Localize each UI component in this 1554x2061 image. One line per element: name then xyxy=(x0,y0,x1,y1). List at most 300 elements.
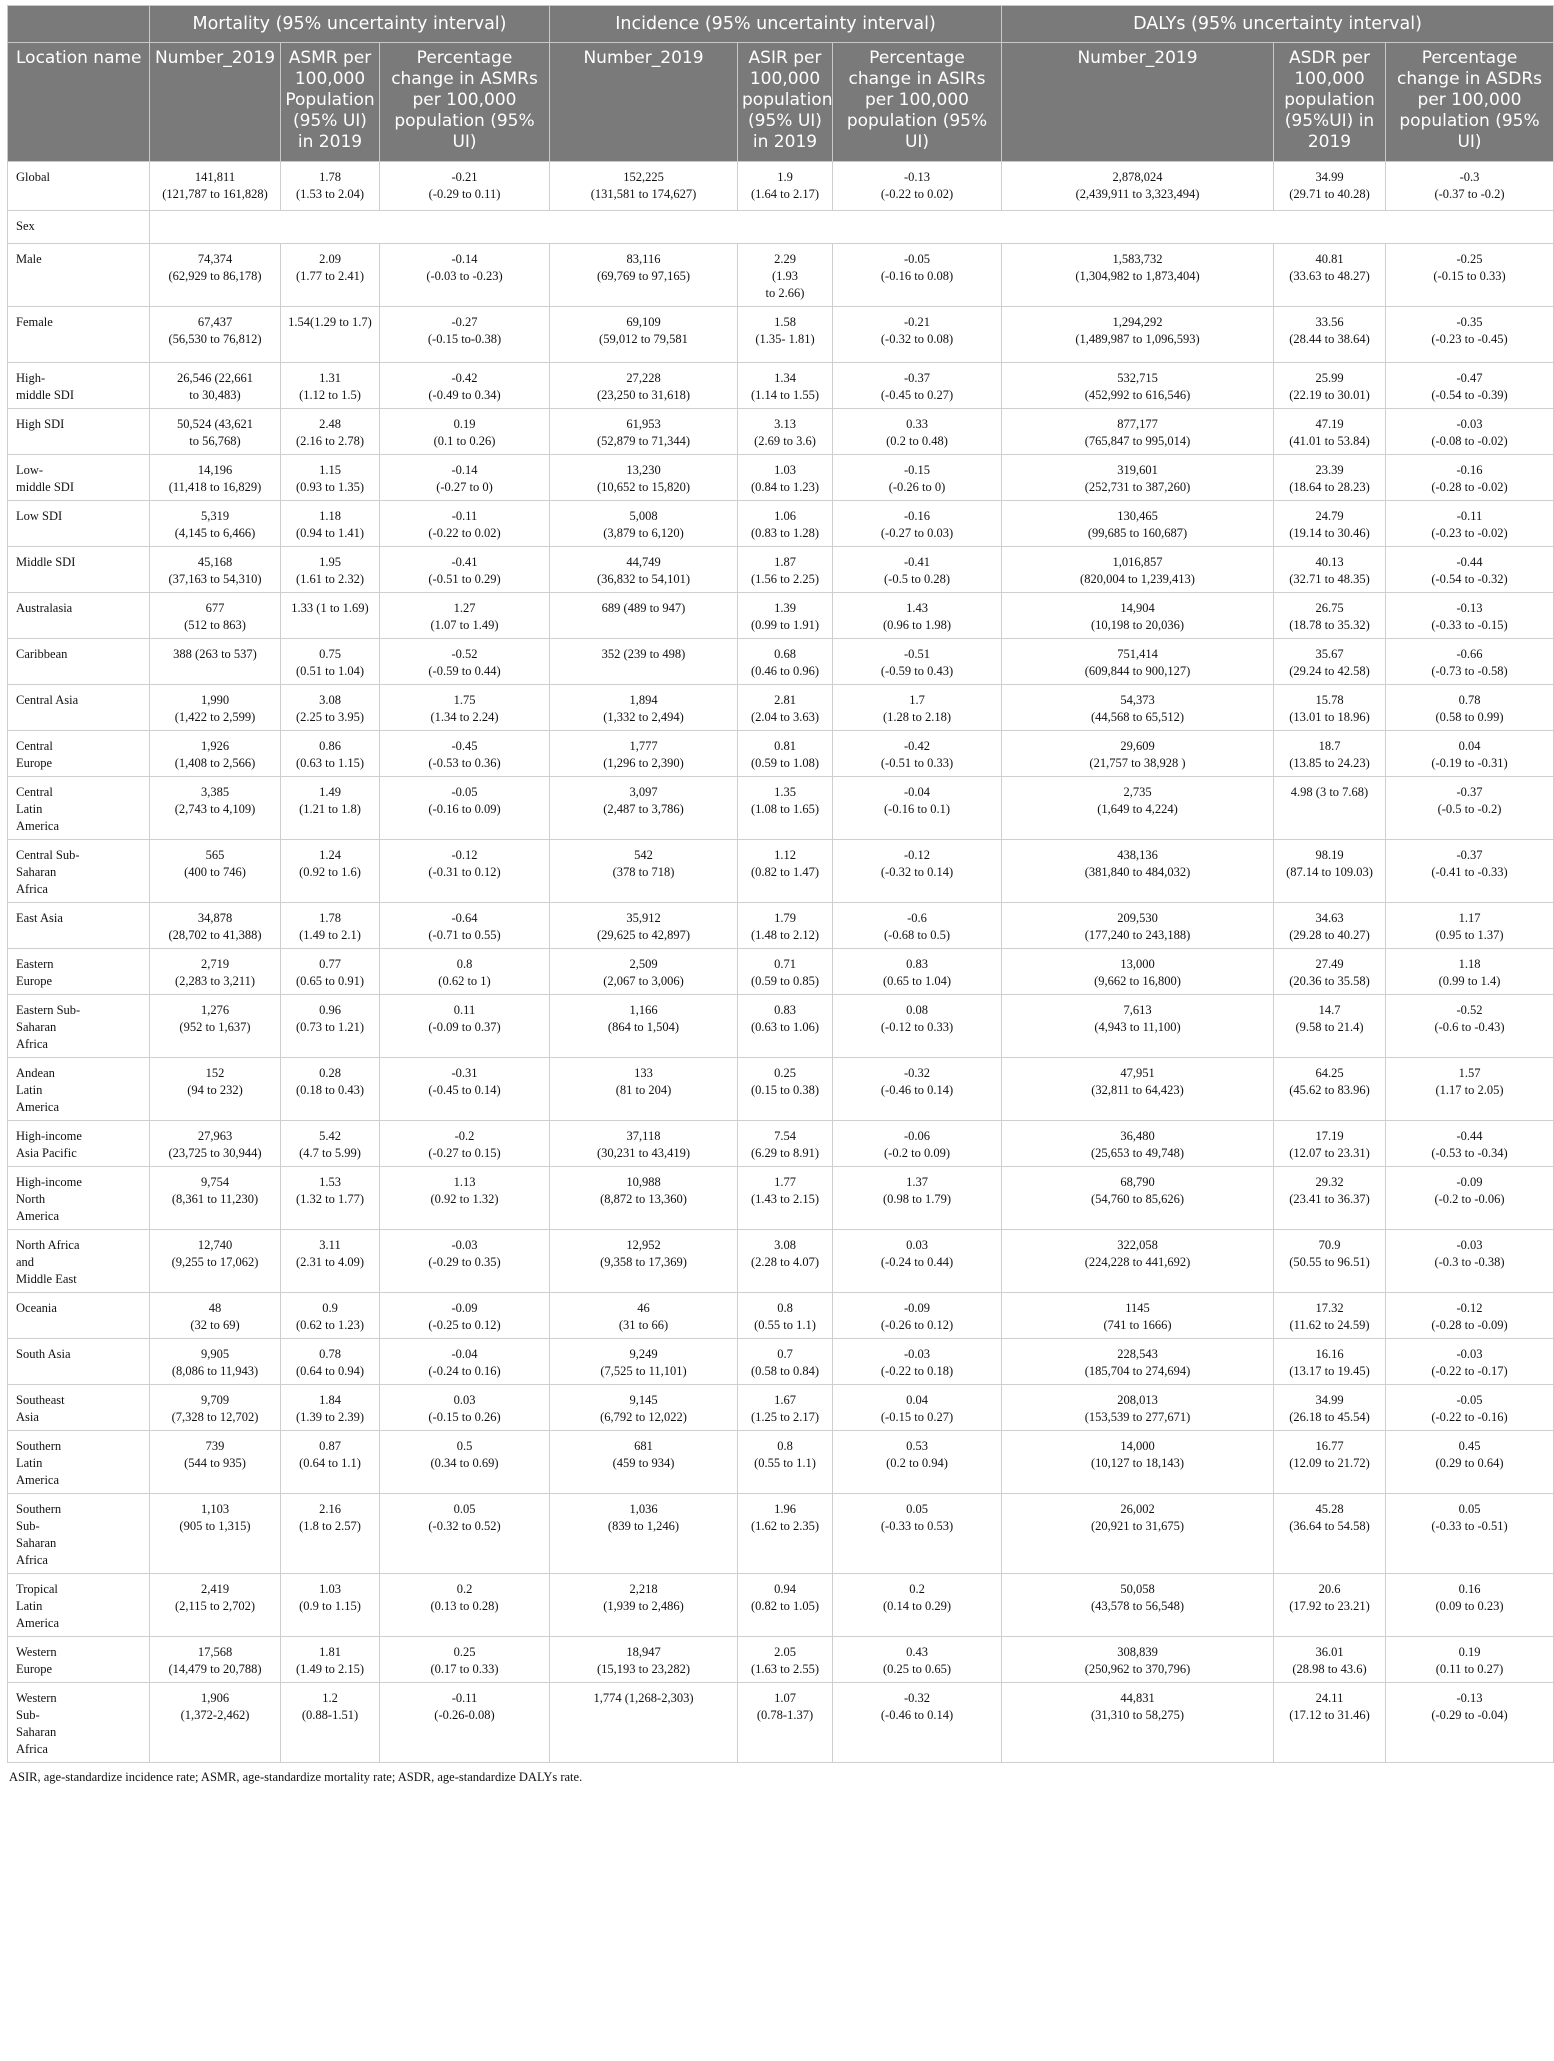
data-cell: -0.51 (-0.59 to 0.43) xyxy=(833,639,1002,685)
table-row xyxy=(8,1637,1554,1683)
data-cell: -0.37 (-0.41 to -0.33) xyxy=(1386,840,1554,903)
data-cell: 1,774 (1,268-2,303) xyxy=(550,1683,738,1763)
data-cell: -0.3 (-0.37 to -0.2) xyxy=(1386,162,1554,211)
data-cell: 1.06 (0.83 to 1.28) xyxy=(738,501,833,547)
data-cell: 25.99 (22.19 to 30.01) xyxy=(1274,363,1386,409)
data-cell: -0.45 (-0.53 to 0.36) xyxy=(380,731,550,777)
table-container xyxy=(7,5,1543,1785)
location-name: Southern Sub- Saharan Africa xyxy=(8,1494,150,1574)
gbd-table xyxy=(7,5,1554,1763)
data-cell: 23.39 (18.64 to 28.23) xyxy=(1274,455,1386,501)
data-cell: 532,715 (452,992 to 616,546) xyxy=(1002,363,1274,409)
table-row xyxy=(8,1121,1554,1167)
data-cell: -0.14 (-0.27 to 0) xyxy=(380,455,550,501)
column-header-asmr-change: Percentage change in ASMRs per 100,000 population (95% UI) xyxy=(380,43,550,162)
data-cell: -0.13 (-0.29 to -0.04) xyxy=(1386,1683,1554,1763)
data-cell: 1.17 (0.95 to 1.37) xyxy=(1386,903,1554,949)
data-cell: -0.27 (-0.15 to-0.38) xyxy=(380,307,550,363)
data-cell: 27,963 (23,725 to 30,944) xyxy=(150,1121,281,1167)
data-cell: 209,530 (177,240 to 243,188) xyxy=(1002,903,1274,949)
data-cell: 2,878,024 (2,439,911 to 3,323,494) xyxy=(1002,162,1274,211)
location-name: Eastern Sub- Saharan Africa xyxy=(8,995,150,1058)
data-cell: -0.04 (-0.24 to 0.16) xyxy=(380,1339,550,1385)
data-cell: 3,097 (2,487 to 3,786) xyxy=(550,777,738,840)
data-cell: 27.49 (20.36 to 35.58) xyxy=(1274,949,1386,995)
data-cell: 1.9 (1.64 to 2.17) xyxy=(738,162,833,211)
data-cell: -0.14 (-0.03 to -0.23) xyxy=(380,244,550,307)
data-cell: 0.9 (0.62 to 1.23) xyxy=(281,1293,380,1339)
data-cell: -0.12 (-0.32 to 0.14) xyxy=(833,840,1002,903)
data-cell: 1,166 (864 to 1,504) xyxy=(550,995,738,1058)
data-cell: 152 (94 to 232) xyxy=(150,1058,281,1121)
data-cell: 1,926 (1,408 to 2,566) xyxy=(150,731,281,777)
data-cell: 14,196 (11,418 to 16,829) xyxy=(150,455,281,501)
data-cell: 751,414 (609,844 to 900,127) xyxy=(1002,639,1274,685)
data-cell: 2.16 (1.8 to 2.57) xyxy=(281,1494,380,1574)
table-row xyxy=(8,501,1554,547)
data-cell: -0.12 (-0.28 to -0.09) xyxy=(1386,1293,1554,1339)
data-cell: 0.19 (0.1 to 0.26) xyxy=(380,409,550,455)
location-name: Eastern Europe xyxy=(8,949,150,995)
data-cell: 1.78 (1.49 to 2.1) xyxy=(281,903,380,949)
location-name: Low- middle SDI xyxy=(8,455,150,501)
table-row xyxy=(8,1574,1554,1637)
data-cell: 34.99 (29.71 to 40.28) xyxy=(1274,162,1386,211)
empty-cell xyxy=(281,211,380,244)
data-cell: -0.44 (-0.54 to -0.32) xyxy=(1386,547,1554,593)
data-cell: 2.05 (1.63 to 2.55) xyxy=(738,1637,833,1683)
data-cell: 24.79 (19.14 to 30.46) xyxy=(1274,501,1386,547)
location-name: Central Asia xyxy=(8,685,150,731)
location-name: Australasia xyxy=(8,593,150,639)
data-cell: 0.03 (-0.15 to 0.26) xyxy=(380,1385,550,1431)
data-cell: 26,546 (22,661 to 30,483) xyxy=(150,363,281,409)
data-cell: 83,116 (69,769 to 97,165) xyxy=(550,244,738,307)
data-cell: -0.25 (-0.15 to 0.33) xyxy=(1386,244,1554,307)
data-cell: 0.78 (0.58 to 0.99) xyxy=(1386,685,1554,731)
data-cell: 1.31 (1.12 to 1.5) xyxy=(281,363,380,409)
table-row xyxy=(8,363,1554,409)
data-cell: 1.53 (1.32 to 1.77) xyxy=(281,1167,380,1230)
data-cell: 1.96 (1.62 to 2.35) xyxy=(738,1494,833,1574)
data-cell: 1.39 (0.99 to 1.91) xyxy=(738,593,833,639)
data-cell: 5,319 (4,145 to 6,466) xyxy=(150,501,281,547)
data-cell: 1,103 (905 to 1,315) xyxy=(150,1494,281,1574)
data-cell: -0.15 (-0.26 to 0) xyxy=(833,455,1002,501)
data-cell: 1.15 (0.93 to 1.35) xyxy=(281,455,380,501)
data-cell: 48 (32 to 69) xyxy=(150,1293,281,1339)
location-name: North Africa and Middle East xyxy=(8,1230,150,1293)
data-cell: 0.05 (-0.33 to -0.51) xyxy=(1386,1494,1554,1574)
data-cell: -0.52 (-0.6 to -0.43) xyxy=(1386,995,1554,1058)
data-cell: -0.21 (-0.32 to 0.08) xyxy=(833,307,1002,363)
location-name: Andean Latin America xyxy=(8,1058,150,1121)
empty-cell xyxy=(550,211,738,244)
data-cell: 26.75 (18.78 to 35.32) xyxy=(1274,593,1386,639)
data-cell: 9,145 (6,792 to 12,022) xyxy=(550,1385,738,1431)
data-cell: 0.94 (0.82 to 1.05) xyxy=(738,1574,833,1637)
table-row xyxy=(8,777,1554,840)
data-cell: 133 (81 to 204) xyxy=(550,1058,738,1121)
data-cell: 438,136 (381,840 to 484,032) xyxy=(1002,840,1274,903)
data-cell: 17.19 (12.07 to 23.31) xyxy=(1274,1121,1386,1167)
data-cell: 98.19 (87.14 to 109.03) xyxy=(1274,840,1386,903)
data-cell: -0.09 (-0.25 to 0.12) xyxy=(380,1293,550,1339)
data-cell: -0.04 (-0.16 to 0.1) xyxy=(833,777,1002,840)
data-cell: 0.03 (-0.24 to 0.44) xyxy=(833,1230,1002,1293)
table-row xyxy=(8,547,1554,593)
section-row xyxy=(8,211,1554,244)
table-row xyxy=(8,840,1554,903)
data-cell: 0.25 (0.17 to 0.33) xyxy=(380,1637,550,1683)
data-cell: 1.79 (1.48 to 2.12) xyxy=(738,903,833,949)
table-row xyxy=(8,1167,1554,1230)
data-cell: 677 (512 to 863) xyxy=(150,593,281,639)
data-cell: 3,385 (2,743 to 4,109) xyxy=(150,777,281,840)
data-cell: 67,437 (56,530 to 76,812) xyxy=(150,307,281,363)
group-header-incidence: Incidence (95% uncertainty interval) xyxy=(550,6,1002,43)
location-name: Western Europe xyxy=(8,1637,150,1683)
data-cell: 54,373 (44,568 to 65,512) xyxy=(1002,685,1274,731)
data-cell: 352 (239 to 498) xyxy=(550,639,738,685)
data-cell: 141,811 (121,787 to 161,828) xyxy=(150,162,281,211)
table-row xyxy=(8,1385,1554,1431)
data-cell: -0.6 (-0.68 to 0.5) xyxy=(833,903,1002,949)
location-name: High SDI xyxy=(8,409,150,455)
data-cell: 739 (544 to 935) xyxy=(150,1431,281,1494)
table-body xyxy=(8,162,1554,1763)
data-cell: 35.67 (29.24 to 42.58) xyxy=(1274,639,1386,685)
data-cell: 3.13 (2.69 to 3.6) xyxy=(738,409,833,455)
data-cell: 0.77 (0.65 to 0.91) xyxy=(281,949,380,995)
data-cell: 0.45 (0.29 to 0.64) xyxy=(1386,1431,1554,1494)
data-cell: 4.98 (3 to 7.68) xyxy=(1274,777,1386,840)
data-cell: 1,036 (839 to 1,246) xyxy=(550,1494,738,1574)
data-cell: 228,543 (185,704 to 274,694) xyxy=(1002,1339,1274,1385)
data-cell: 45,168 (37,163 to 54,310) xyxy=(150,547,281,593)
column-header-asmr: ASMR per 100,000 Population (95% UI) in 2019 xyxy=(281,43,380,162)
data-cell: -0.16 (-0.27 to 0.03) xyxy=(833,501,1002,547)
data-cell: -0.44 (-0.53 to -0.34) xyxy=(1386,1121,1554,1167)
data-cell: 1.43 (0.96 to 1.98) xyxy=(833,593,1002,639)
data-cell: 16.77 (12.09 to 21.72) xyxy=(1274,1431,1386,1494)
column-header-location: Location name xyxy=(8,43,150,162)
table-row xyxy=(8,244,1554,307)
data-cell: 50,524 (43,621 to 56,768) xyxy=(150,409,281,455)
data-cell: 0.71 (0.59 to 0.85) xyxy=(738,949,833,995)
data-cell: 44,749 (36,832 to 54,101) xyxy=(550,547,738,593)
data-cell: 10,988 (8,872 to 13,360) xyxy=(550,1167,738,1230)
data-cell: 1.77 (1.43 to 2.15) xyxy=(738,1167,833,1230)
data-cell: 64.25 (45.62 to 83.96) xyxy=(1274,1058,1386,1121)
empty-cell xyxy=(833,211,1002,244)
data-cell: 45.28 (36.64 to 54.58) xyxy=(1274,1494,1386,1574)
data-cell: 1,894 (1,332 to 2,494) xyxy=(550,685,738,731)
section-label: Sex xyxy=(8,211,150,244)
data-cell: -0.12 (-0.31 to 0.12) xyxy=(380,840,550,903)
data-cell: 0.2 (0.14 to 0.29) xyxy=(833,1574,1002,1637)
data-cell: 1,016,857 (820,004 to 1,239,413) xyxy=(1002,547,1274,593)
table-row xyxy=(8,685,1554,731)
table-row xyxy=(8,1431,1554,1494)
data-cell: 308,839 (250,962 to 370,796) xyxy=(1002,1637,1274,1683)
data-cell: 2,218 (1,939 to 2,486) xyxy=(550,1574,738,1637)
data-cell: 47.19 (41.01 to 53.84) xyxy=(1274,409,1386,455)
data-cell: -0.13 (-0.22 to 0.02) xyxy=(833,162,1002,211)
data-cell: -0.32 (-0.46 to 0.14) xyxy=(833,1683,1002,1763)
data-cell: 0.87 (0.64 to 1.1) xyxy=(281,1431,380,1494)
data-cell: 9,249 (7,525 to 11,101) xyxy=(550,1339,738,1385)
table-row xyxy=(8,1293,1554,1339)
data-cell: 0.7 (0.58 to 0.84) xyxy=(738,1339,833,1385)
data-cell: 14,000 (10,127 to 18,143) xyxy=(1002,1431,1274,1494)
data-cell: 9,709 (7,328 to 12,702) xyxy=(150,1385,281,1431)
data-cell: 2.48 (2.16 to 2.78) xyxy=(281,409,380,455)
data-cell: 0.8 (0.55 to 1.1) xyxy=(738,1293,833,1339)
data-cell: 14.7 (9.58 to 21.4) xyxy=(1274,995,1386,1058)
column-header-mortality-number: Number_2019 xyxy=(150,43,281,162)
data-cell: 1.57 (1.17 to 2.05) xyxy=(1386,1058,1554,1121)
data-cell: -0.52 (-0.59 to 0.44) xyxy=(380,639,550,685)
data-cell: 12,740 (9,255 to 17,062) xyxy=(150,1230,281,1293)
data-cell: 36,480 (25,653 to 49,748) xyxy=(1002,1121,1274,1167)
data-cell: -0.37 (-0.5 to -0.2) xyxy=(1386,777,1554,840)
table-row xyxy=(8,995,1554,1058)
data-cell: 46 (31 to 66) xyxy=(550,1293,738,1339)
data-cell: 50,058 (43,578 to 56,548) xyxy=(1002,1574,1274,1637)
data-cell: -0.64 (-0.71 to 0.55) xyxy=(380,903,550,949)
column-header-asir-change: Percentage change in ASIRs per 100,000 population (95% UI) xyxy=(833,43,1002,162)
data-cell: -0.41 (-0.5 to 0.28) xyxy=(833,547,1002,593)
data-cell: 1,990 (1,422 to 2,599) xyxy=(150,685,281,731)
column-header-dalys-number: Number_2019 xyxy=(1002,43,1274,162)
data-cell: 1.03 (0.9 to 1.15) xyxy=(281,1574,380,1637)
data-cell: -0.2 (-0.27 to 0.15) xyxy=(380,1121,550,1167)
table-footnote: ASIR, age-standardize incidence rate; ASMR, age-standardize mortality rate; ASDR, age-standardize DALYs rate. xyxy=(9,1770,583,1784)
empty-cell xyxy=(738,211,833,244)
table-row xyxy=(8,639,1554,685)
table-row xyxy=(8,1339,1554,1385)
data-cell: -0.11 (-0.26-0.08) xyxy=(380,1683,550,1763)
data-cell: 40.81 (33.63 to 48.27) xyxy=(1274,244,1386,307)
data-cell: 1.18 (0.99 to 1.4) xyxy=(1386,949,1554,995)
data-cell: 0.19 (0.11 to 0.27) xyxy=(1386,1637,1554,1683)
data-cell: 34.99 (26.18 to 45.54) xyxy=(1274,1385,1386,1431)
data-cell: 1.81 (1.49 to 2.15) xyxy=(281,1637,380,1683)
data-cell: 2,419 (2,115 to 2,702) xyxy=(150,1574,281,1637)
column-header-asdr: ASDR per 100,000 population (95%UI) in 2019 xyxy=(1274,43,1386,162)
data-cell: 1.87 (1.56 to 2.25) xyxy=(738,547,833,593)
location-name: Oceania xyxy=(8,1293,150,1339)
data-cell: 1.18 (0.94 to 1.41) xyxy=(281,501,380,547)
location-name: Global xyxy=(8,162,150,211)
table-row xyxy=(8,1058,1554,1121)
data-cell: 9,754 (8,361 to 11,230) xyxy=(150,1167,281,1230)
data-cell: 1145 (741 to 1666) xyxy=(1002,1293,1274,1339)
data-cell: 1,276 (952 to 1,637) xyxy=(150,995,281,1058)
data-cell: 1.95 (1.61 to 2.32) xyxy=(281,547,380,593)
location-name: Middle SDI xyxy=(8,547,150,593)
data-cell: 689 (489 to 947) xyxy=(550,593,738,639)
data-cell: 0.05 (-0.32 to 0.52) xyxy=(380,1494,550,1574)
location-name: Caribbean xyxy=(8,639,150,685)
data-cell: 2,509 (2,067 to 3,006) xyxy=(550,949,738,995)
data-cell: -0.21 (-0.29 to 0.11) xyxy=(380,162,550,211)
data-cell: 1.24 (0.92 to 1.6) xyxy=(281,840,380,903)
data-cell: 26,002 (20,921 to 31,675) xyxy=(1002,1494,1274,1574)
data-cell: -0.47 (-0.54 to -0.39) xyxy=(1386,363,1554,409)
table-row xyxy=(8,409,1554,455)
data-cell: 0.5 (0.34 to 0.69) xyxy=(380,1431,550,1494)
data-cell: 3.11 (2.31 to 4.09) xyxy=(281,1230,380,1293)
data-cell: 2.29 (1.93 to 2.66) xyxy=(738,244,833,307)
data-cell: 16.16 (13.17 to 19.45) xyxy=(1274,1339,1386,1385)
data-cell: 130,465 (99,685 to 160,687) xyxy=(1002,501,1274,547)
data-cell: 5,008 (3,879 to 6,120) xyxy=(550,501,738,547)
data-cell: 0.16 (0.09 to 0.23) xyxy=(1386,1574,1554,1637)
data-cell: 17,568 (14,479 to 20,788) xyxy=(150,1637,281,1683)
data-cell: 1,906 (1,372-2,462) xyxy=(150,1683,281,1763)
header-blank xyxy=(8,6,150,43)
data-cell: 0.68 (0.46 to 0.96) xyxy=(738,639,833,685)
data-cell: 542 (378 to 718) xyxy=(550,840,738,903)
data-cell: -0.05 (-0.16 to 0.08) xyxy=(833,244,1002,307)
data-cell: 14,904 (10,198 to 20,036) xyxy=(1002,593,1274,639)
data-cell: 13,000 (9,662 to 16,800) xyxy=(1002,949,1274,995)
data-cell: 1,294,292 (1,489,987 to 1,096,593) xyxy=(1002,307,1274,363)
data-cell: 70.9 (50.55 to 96.51) xyxy=(1274,1230,1386,1293)
data-cell: 1.27 (1.07 to 1.49) xyxy=(380,593,550,639)
data-cell: -0.32 (-0.46 to 0.14) xyxy=(833,1058,1002,1121)
data-cell: 0.8 (0.55 to 1.1) xyxy=(738,1431,833,1494)
data-cell: -0.37 (-0.45 to 0.27) xyxy=(833,363,1002,409)
data-cell: -0.11 (-0.22 to 0.02) xyxy=(380,501,550,547)
data-cell: 0.86 (0.63 to 1.15) xyxy=(281,731,380,777)
data-cell: 3.08 (2.28 to 4.07) xyxy=(738,1230,833,1293)
empty-cell xyxy=(150,211,281,244)
data-cell: 27,228 (23,250 to 31,618) xyxy=(550,363,738,409)
table-row xyxy=(8,949,1554,995)
data-cell: 47,951 (32,811 to 64,423) xyxy=(1002,1058,1274,1121)
location-name: Southern Latin America xyxy=(8,1431,150,1494)
table-row xyxy=(8,162,1554,211)
location-name: Western Sub- Saharan Africa xyxy=(8,1683,150,1763)
empty-cell xyxy=(1274,211,1386,244)
data-cell: -0.09 (-0.2 to -0.06) xyxy=(1386,1167,1554,1230)
data-cell: 34,878 (28,702 to 41,388) xyxy=(150,903,281,949)
data-cell: 0.43 (0.25 to 0.65) xyxy=(833,1637,1002,1683)
data-cell: 0.78 (0.64 to 0.94) xyxy=(281,1339,380,1385)
data-cell: 44,831 (31,310 to 58,275) xyxy=(1002,1683,1274,1763)
data-cell: 61,953 (52,879 to 71,344) xyxy=(550,409,738,455)
data-cell: -0.03 (-0.22 to -0.17) xyxy=(1386,1339,1554,1385)
data-cell: 1.37 (0.98 to 1.79) xyxy=(833,1167,1002,1230)
data-cell: 18.7 (13.85 to 24.23) xyxy=(1274,731,1386,777)
location-name: Central Europe xyxy=(8,731,150,777)
table-row xyxy=(8,1494,1554,1574)
data-cell: 0.83 (0.63 to 1.06) xyxy=(738,995,833,1058)
data-cell: 1,777 (1,296 to 2,390) xyxy=(550,731,738,777)
data-cell: 0.28 (0.18 to 0.43) xyxy=(281,1058,380,1121)
data-cell: 1.35 (1.08 to 1.65) xyxy=(738,777,833,840)
data-cell: -0.03 (-0.08 to -0.02) xyxy=(1386,409,1554,455)
location-name: High- middle SDI xyxy=(8,363,150,409)
data-cell: -0.41 (-0.51 to 0.29) xyxy=(380,547,550,593)
data-cell: 68,790 (54,760 to 85,626) xyxy=(1002,1167,1274,1230)
data-cell: 0.83 (0.65 to 1.04) xyxy=(833,949,1002,995)
data-cell: 1.75 (1.34 to 2.24) xyxy=(380,685,550,731)
data-cell: 1.2 (0.88-1.51) xyxy=(281,1683,380,1763)
data-cell: 29,609 (21,757 to 38,928 ) xyxy=(1002,731,1274,777)
empty-cell xyxy=(1386,211,1554,244)
data-cell: 13,230 (10,652 to 15,820) xyxy=(550,455,738,501)
data-cell: 1.84 (1.39 to 2.39) xyxy=(281,1385,380,1431)
data-cell: 12,952 (9,358 to 17,369) xyxy=(550,1230,738,1293)
table-row xyxy=(8,903,1554,949)
data-cell: 1.33 (1 to 1.69) xyxy=(281,593,380,639)
data-cell: 1.78 (1.53 to 2.04) xyxy=(281,162,380,211)
data-cell: 1.12 (0.82 to 1.47) xyxy=(738,840,833,903)
data-cell: -0.11 (-0.23 to -0.02) xyxy=(1386,501,1554,547)
data-cell: -0.16 (-0.28 to -0.02) xyxy=(1386,455,1554,501)
table-row xyxy=(8,731,1554,777)
location-name: South Asia xyxy=(8,1339,150,1385)
column-header-asir: ASIR per 100,000 population (95% UI) in 2019 xyxy=(738,43,833,162)
empty-cell xyxy=(1002,211,1274,244)
data-cell: 0.33 (0.2 to 0.48) xyxy=(833,409,1002,455)
data-cell: 2,735 (1,649 to 4,224) xyxy=(1002,777,1274,840)
data-cell: 0.8 (0.62 to 1) xyxy=(380,949,550,995)
data-cell: 1.67 (1.25 to 2.17) xyxy=(738,1385,833,1431)
location-name: High-income Asia Pacific xyxy=(8,1121,150,1167)
data-cell: 0.2 (0.13 to 0.28) xyxy=(380,1574,550,1637)
location-name: Low SDI xyxy=(8,501,150,547)
data-cell: 0.75 (0.51 to 1.04) xyxy=(281,639,380,685)
data-cell: 1.49 (1.21 to 1.8) xyxy=(281,777,380,840)
data-cell: 0.81 (0.59 to 1.08) xyxy=(738,731,833,777)
data-cell: 319,601 (252,731 to 387,260) xyxy=(1002,455,1274,501)
data-cell: 17.32 (11.62 to 24.59) xyxy=(1274,1293,1386,1339)
data-cell: 0.08 (-0.12 to 0.33) xyxy=(833,995,1002,1058)
location-name: Southeast Asia xyxy=(8,1385,150,1431)
data-cell: 152,225 (131,581 to 174,627) xyxy=(550,162,738,211)
data-cell: 3.08 (2.25 to 3.95) xyxy=(281,685,380,731)
table-row xyxy=(8,593,1554,639)
data-cell: 0.53 (0.2 to 0.94) xyxy=(833,1431,1002,1494)
data-cell: 37,118 (30,231 to 43,419) xyxy=(550,1121,738,1167)
data-cell: -0.13 (-0.33 to -0.15) xyxy=(1386,593,1554,639)
data-cell: -0.03 (-0.29 to 0.35) xyxy=(380,1230,550,1293)
data-cell: 24.11 (17.12 to 31.46) xyxy=(1274,1683,1386,1763)
data-cell: 2,719 (2,283 to 3,211) xyxy=(150,949,281,995)
location-name: Female xyxy=(8,307,150,363)
data-cell: 1.07 (0.78-1.37) xyxy=(738,1683,833,1763)
data-cell: 0.04 (-0.15 to 0.27) xyxy=(833,1385,1002,1431)
data-cell: 1,583,732 (1,304,982 to 1,873,404) xyxy=(1002,244,1274,307)
data-cell: -0.31 (-0.45 to 0.14) xyxy=(380,1058,550,1121)
data-cell: 69,109 (59,012 to 79,581 xyxy=(550,307,738,363)
column-header-asdr-change: Percentage change in ASDRs per 100,000 population (95% UI) xyxy=(1386,43,1554,162)
location-name: High-income North America xyxy=(8,1167,150,1230)
data-cell: 9,905 (8,086 to 11,943) xyxy=(150,1339,281,1385)
data-cell: -0.42 (-0.49 to 0.34) xyxy=(380,363,550,409)
data-cell: -0.05 (-0.16 to 0.09) xyxy=(380,777,550,840)
table-row xyxy=(8,307,1554,363)
data-cell: 1.54(1.29 to 1.7) xyxy=(281,307,380,363)
data-cell: 34.63 (29.28 to 40.27) xyxy=(1274,903,1386,949)
table-row xyxy=(8,1230,1554,1293)
data-cell: -0.06 (-0.2 to 0.09) xyxy=(833,1121,1002,1167)
